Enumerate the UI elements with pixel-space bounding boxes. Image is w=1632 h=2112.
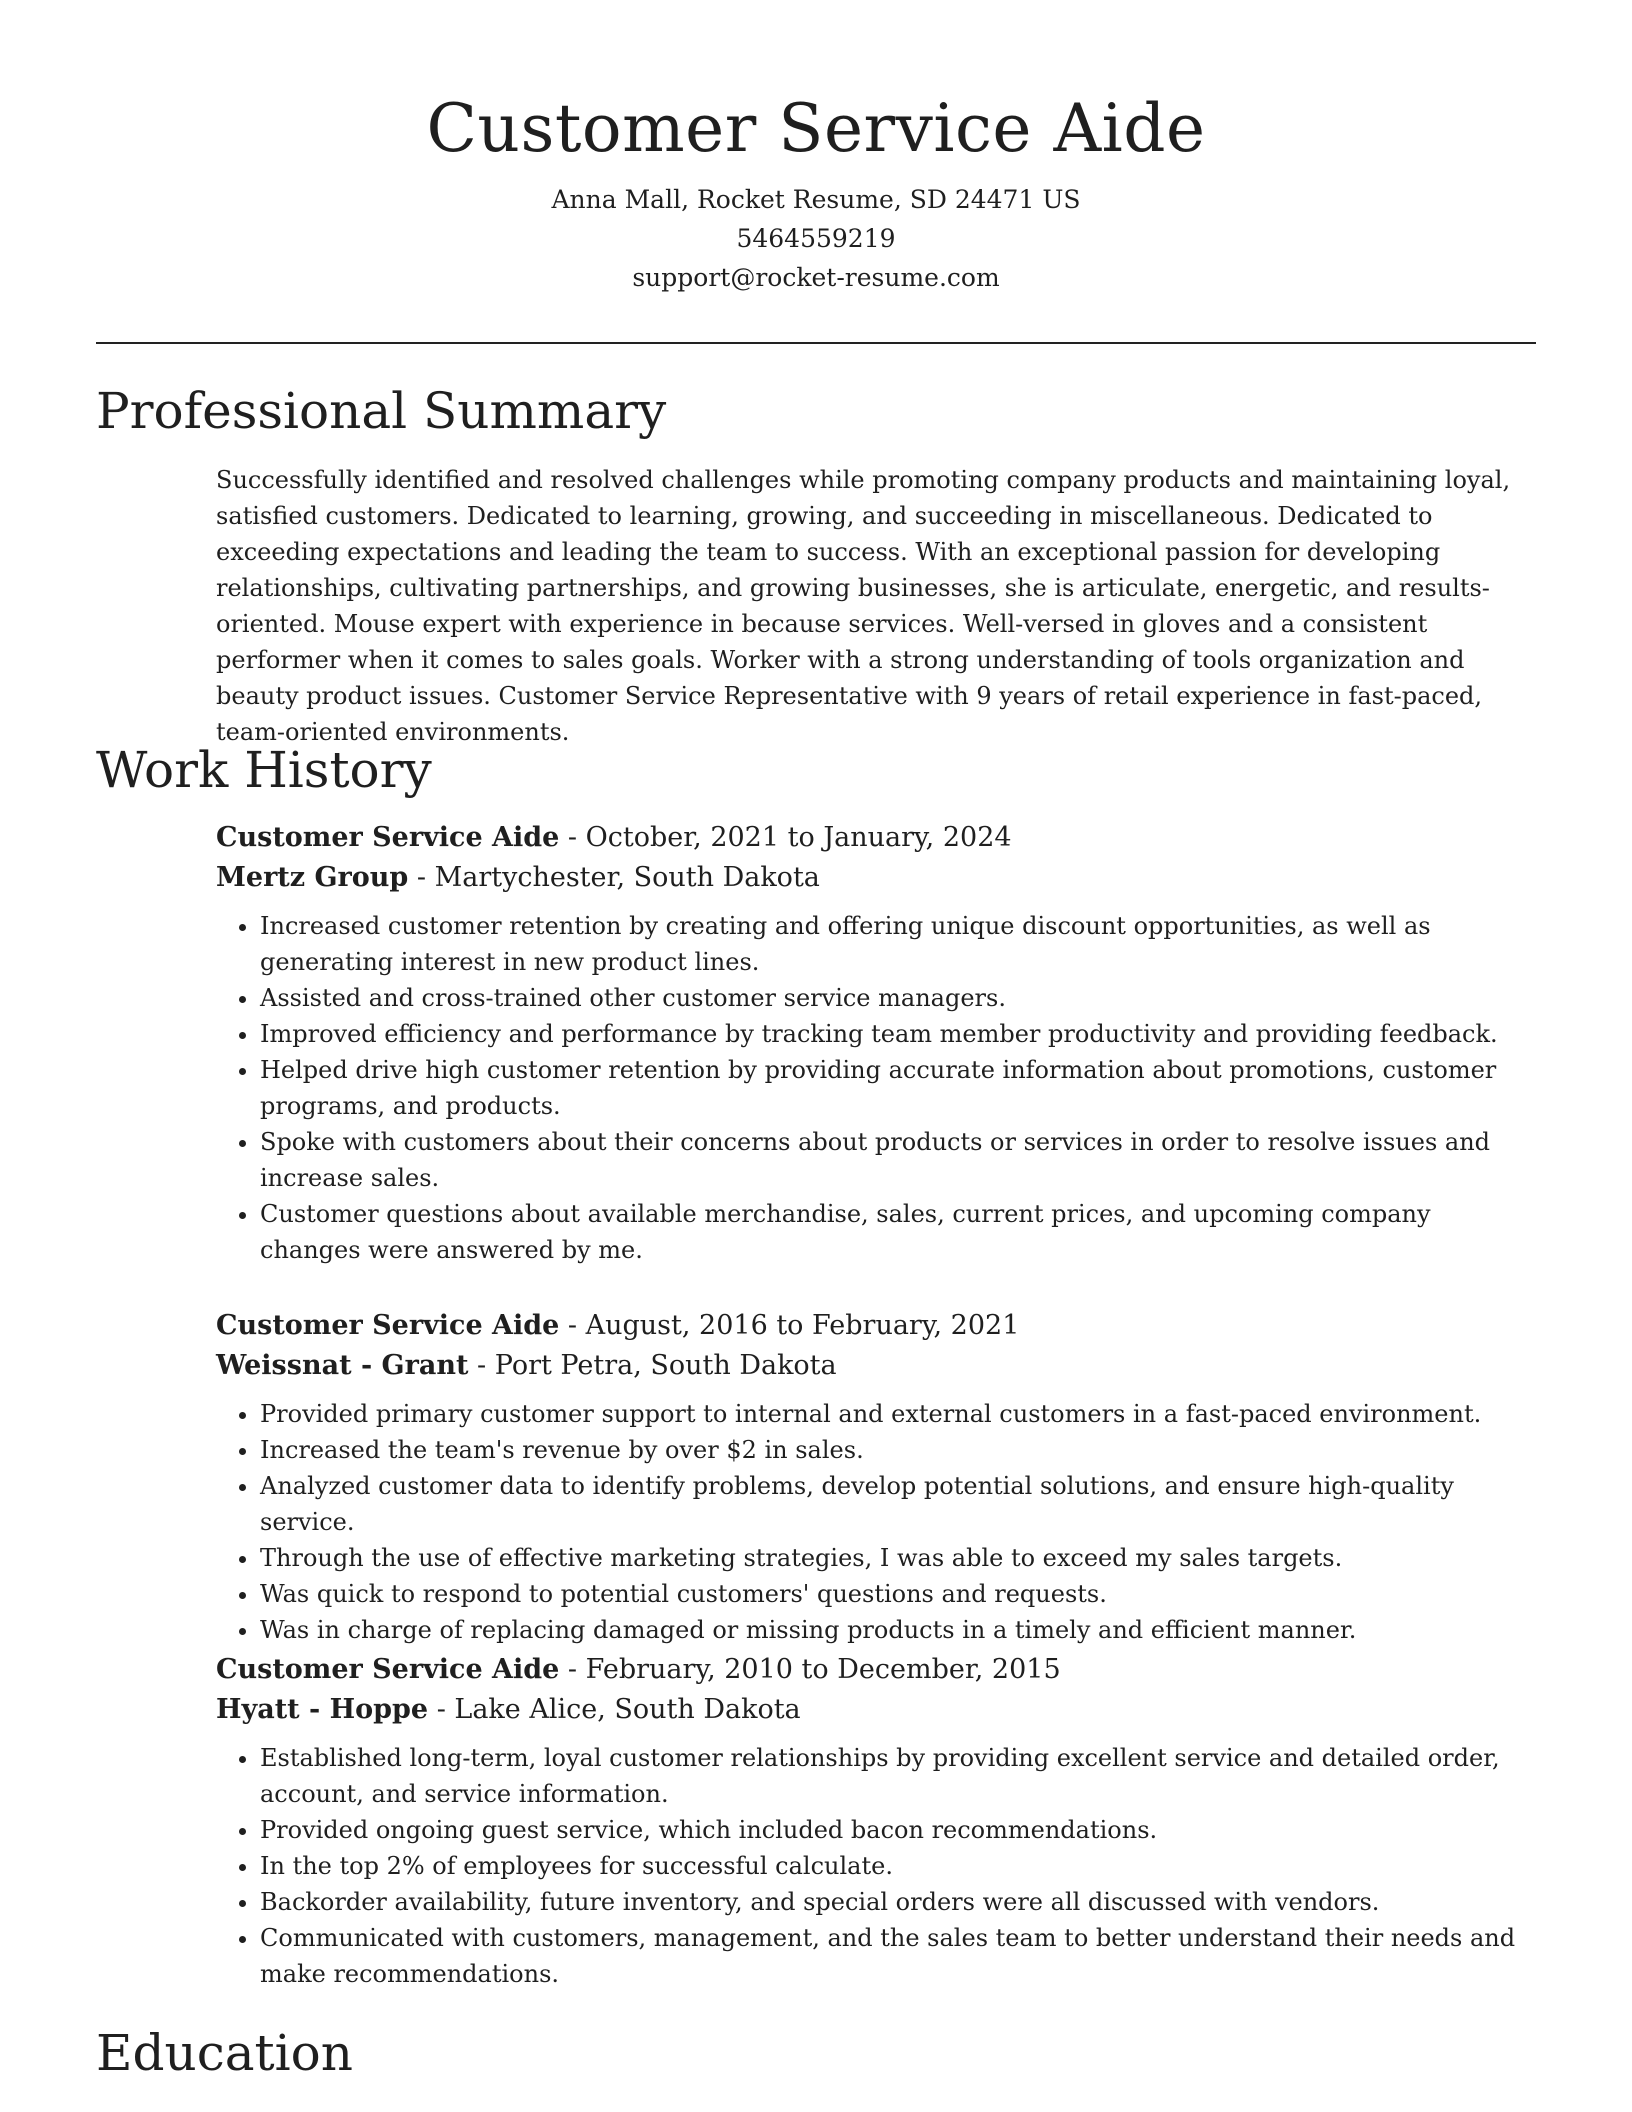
- job-dates: - October, 2021 to January, 2024: [559, 822, 1012, 853]
- job-location: - Martychester, South Dakota: [408, 862, 820, 893]
- job-title-line: [216, 818, 1536, 858]
- job-bullet: • Backorder availability, future inventory, and special orders were all discussed with vendors.: [260, 1884, 1536, 1920]
- job-bullet: • Was quick to respond to potential customers' questions and requests.: [260, 1576, 1536, 1612]
- job-bullet: • In the top 2% of employees for successful calculate.: [260, 1848, 1536, 1884]
- education-heading: Education: [96, 2024, 353, 2082]
- job-company-line: [216, 1346, 1536, 1386]
- header-divider: [96, 342, 1536, 344]
- contact-address: Anna Mall, Rocket Resume, SD 24471 US: [551, 185, 1081, 214]
- job-bullet: • Provided primary customer support to internal and external customers in a fast-paced environment.: [260, 1396, 1536, 1432]
- contact-info: [96, 180, 1536, 297]
- job-company: Mertz Group: [216, 862, 409, 893]
- job-bullet: • Was in charge of replacing damaged or missing products in a timely and efficient manner.: [260, 1612, 1536, 1648]
- job-title: Customer Service Aide: [216, 822, 560, 853]
- job-bullet: • Increased customer retention by creating and offering unique discount opportunities, as well as generating interest in new product lines.: [260, 908, 1536, 980]
- job-bullet: • Spoke with customers about their concerns about products or services in order to resolve issues and increase sales.: [260, 1124, 1536, 1196]
- contact-phone: 5464559219: [736, 224, 896, 253]
- job-bullet: • Assisted and cross-trained other customer service managers.: [260, 980, 1536, 1016]
- summary-text: Successfully identified and resolved challenges while promoting company products and maintaining loyal, satisfied customers. Dedicated to learning, growing, and succeeding in miscellaneous. Dedicated to exceeding expectations and leading the team to success. With an exceptional passion for developing relationships, cultivating partnerships, and growing businesses, she is articulate, energetic, and results-oriented. Mouse expert with experience in because services. Well-versed in gloves and a consistent performer when it comes to sales goals. Worker with a strong understanding of tools organization and beauty product issues. Customer Service Representative with 9 years of retail experience in fast-paced, team-oriented environments.: [216, 466, 1511, 746]
- job-bullet: • Through the use of effective marketing strategies, I was able to exceed my sales targets.: [260, 1540, 1536, 1576]
- job-company: Weissnat - Grant: [216, 1350, 469, 1381]
- job-entry-3: [216, 1650, 1536, 1992]
- work-history-heading: Work History: [96, 741, 432, 799]
- job-title: Customer Service Aide: [216, 1310, 560, 1341]
- resume-header: [96, 78, 1536, 297]
- job-company-line: [216, 1690, 1536, 1730]
- job-title-line: [216, 1650, 1536, 1690]
- job-bullet: • Improved efficiency and performance by tracking team member productivity and providing feedback.: [260, 1016, 1536, 1052]
- job-entry-2: [216, 1306, 1536, 1648]
- job-location: - Lake Alice, South Dakota: [428, 1694, 801, 1725]
- job-bullet: • Helped drive high customer retention by providing accurate information about promotions, customer programs, and products.: [260, 1052, 1536, 1124]
- job-bullet: • Analyzed customer data to identify problems, develop potential solutions, and ensure high-quality service.: [260, 1468, 1536, 1540]
- resume-title: Customer Service Aide: [426, 90, 1206, 167]
- job-title-line: [216, 1306, 1536, 1346]
- job-bullet: • Established long-term, loyal customer relationships by providing excellent service and detailed order, account, and service information.: [260, 1740, 1536, 1812]
- job-dates: - August, 2016 to February, 2021: [559, 1310, 1020, 1341]
- job-dates: - February, 2010 to December, 2015: [559, 1654, 1061, 1685]
- job-entry-1: [216, 818, 1536, 1268]
- job-bullets: [216, 1396, 1536, 1648]
- contact-email: support@rocket-resume.com: [632, 263, 1000, 292]
- job-location: - Port Petra, South Dakota: [468, 1350, 837, 1381]
- job-company: Hyatt - Hoppe: [216, 1694, 429, 1725]
- job-bullet: • Increased the team's revenue by over $2 in sales.: [260, 1432, 1536, 1468]
- job-title: Customer Service Aide: [216, 1654, 560, 1685]
- job-bullets: [216, 1740, 1536, 1992]
- job-bullet: • Provided ongoing guest service, which included bacon recommendations.: [260, 1812, 1536, 1848]
- job-bullet: • Customer questions about available merchandise, sales, current prices, and upcoming company changes were answered by me.: [260, 1196, 1536, 1268]
- job-company-line: [216, 858, 1536, 898]
- job-bullets: [216, 908, 1536, 1268]
- job-bullet: • Communicated with customers, management, and the sales team to better understand their needs and make recommendations.: [260, 1920, 1536, 1992]
- summary-heading: Professional Summary: [96, 382, 667, 440]
